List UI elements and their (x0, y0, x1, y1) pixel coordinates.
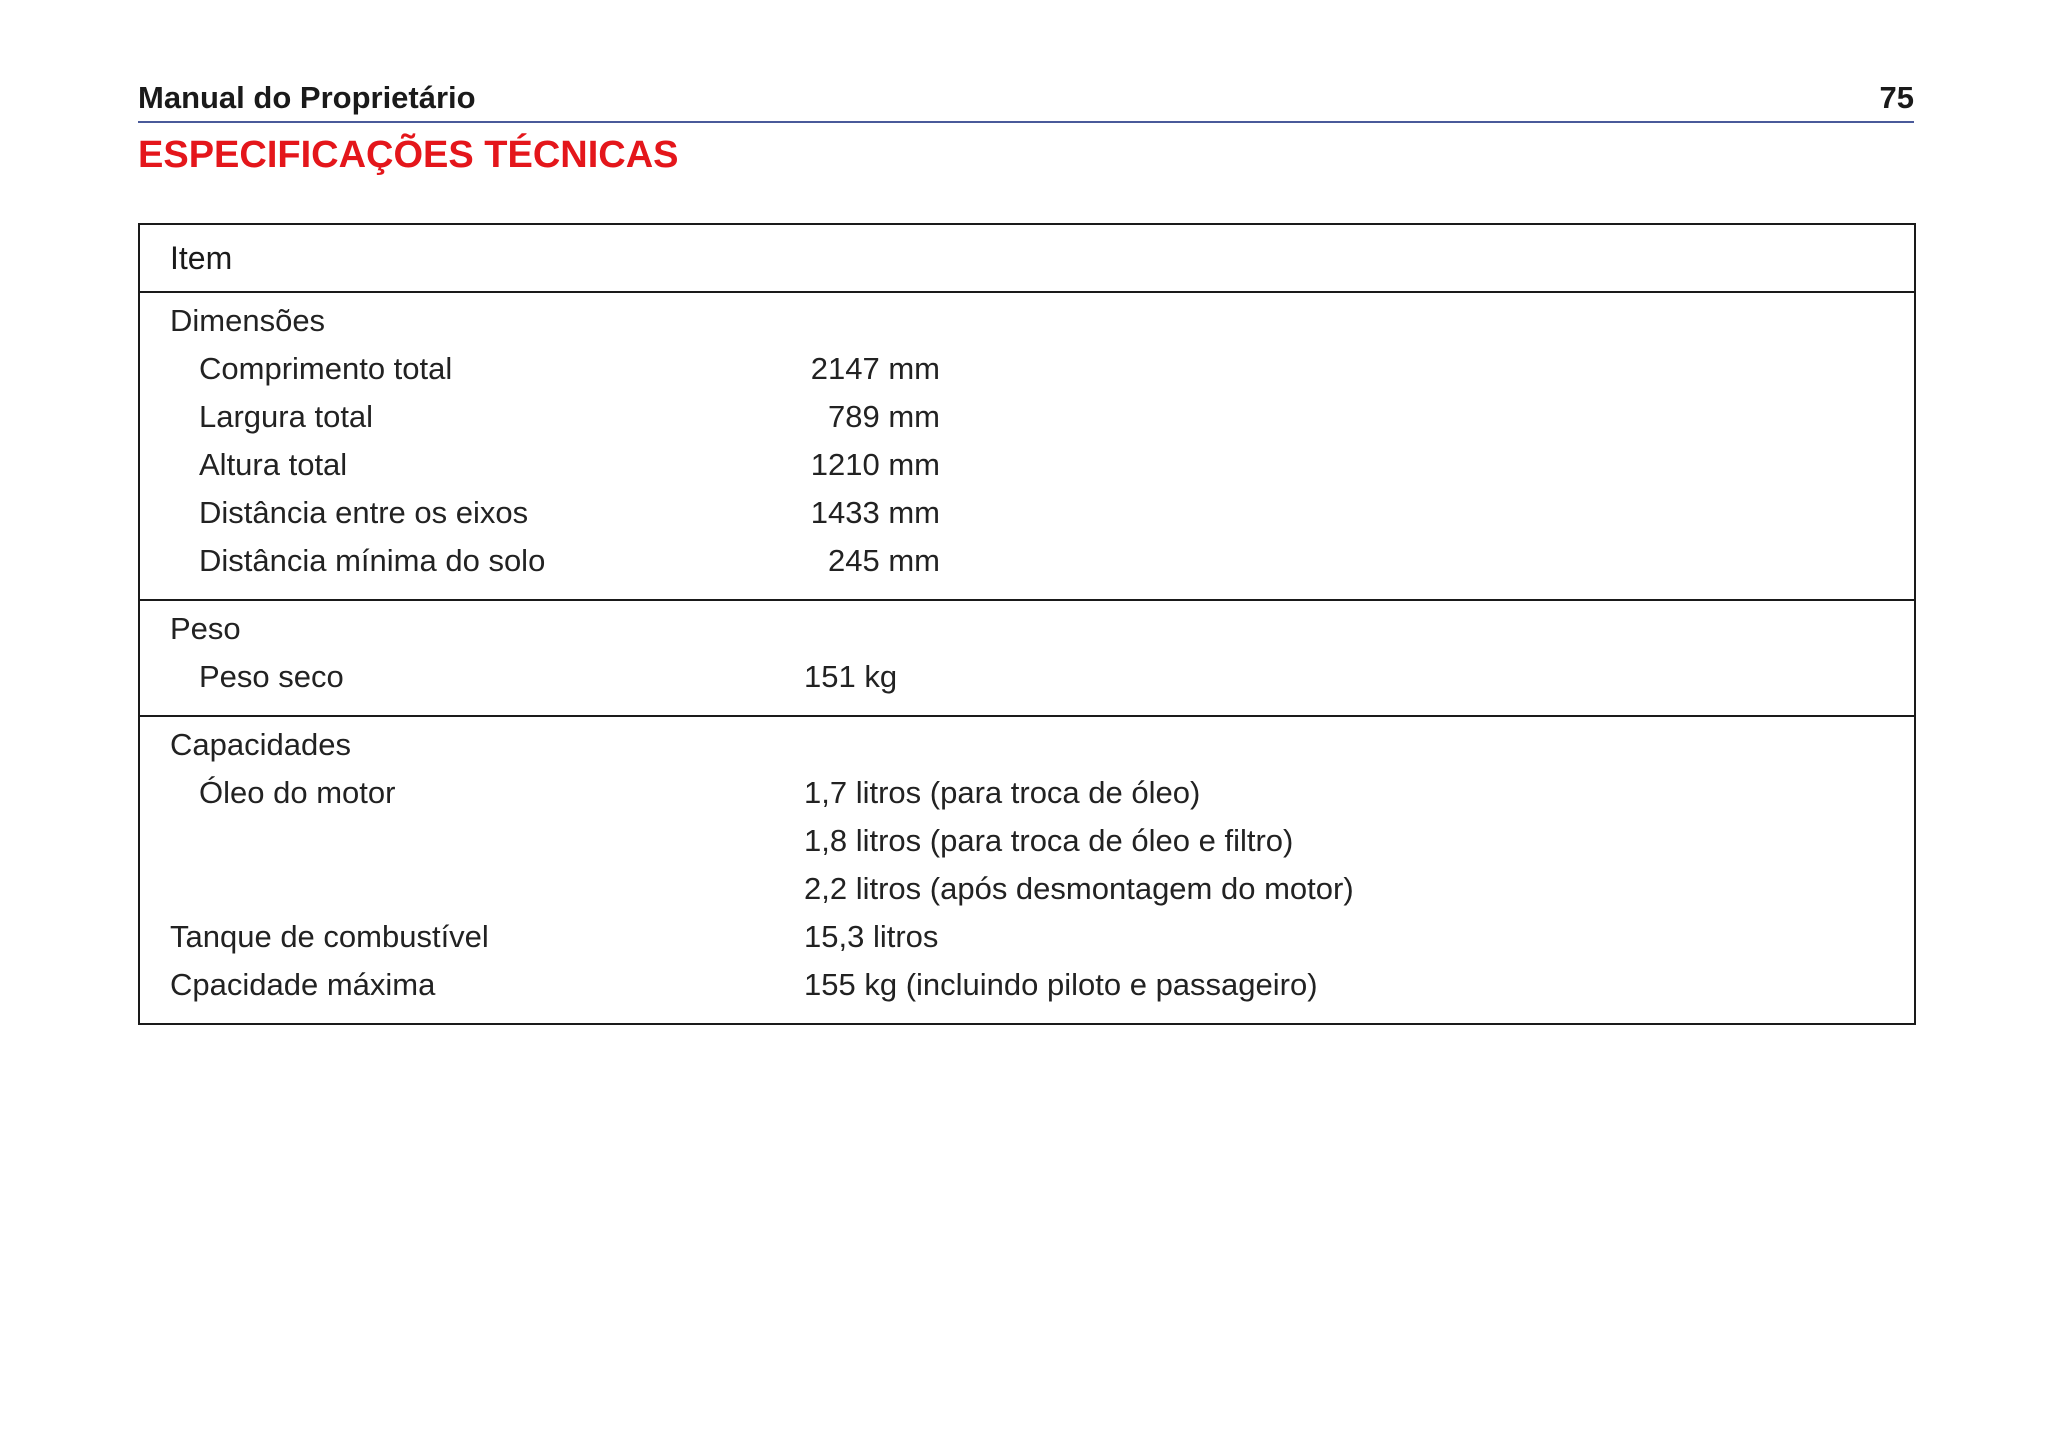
page-header (138, 80, 1914, 122)
group-dimensoes (140, 293, 1914, 599)
row-label: Comprimento total (199, 351, 453, 386)
header-rule (138, 121, 1914, 123)
row-value: 151 kg (804, 659, 898, 694)
row-value: 1210 mm (810, 447, 940, 482)
row-value: 1433 mm (810, 495, 940, 530)
row-value: 789 mm (828, 399, 940, 434)
group-heading-row (140, 727, 1914, 775)
row-label-tanque: Tanque de combustível (170, 919, 489, 954)
table-row (140, 543, 1914, 591)
group-heading-dimensoes: Dimensões (170, 303, 326, 338)
page-number: 75 (1879, 80, 1914, 115)
table-row (140, 775, 1914, 823)
group-heading-row (140, 611, 1914, 659)
row-label: Altura total (199, 447, 348, 482)
group-heading-row (140, 303, 1914, 351)
row-label-capacidade: Cpacidade máxima (170, 967, 436, 1002)
table-row (140, 399, 1914, 447)
table-row (140, 967, 1914, 1015)
row-value: 1,8 litros (para troca de óleo e filtro) (804, 823, 1294, 858)
table-row (140, 447, 1914, 495)
table-row (140, 351, 1914, 399)
table-row (140, 823, 1914, 871)
table-header (140, 225, 1914, 293)
row-value: 2,2 litros (após desmontagem do motor) (804, 871, 1354, 906)
row-label: Distância mínima do solo (199, 543, 546, 578)
table-row (140, 919, 1914, 967)
table-row (140, 871, 1914, 919)
specifications-table (138, 223, 1916, 1025)
group-heading-peso: Peso (170, 611, 241, 646)
group-heading-capacidades: Capacidades (170, 727, 351, 762)
table-row (140, 495, 1914, 543)
row-value: 2147 mm (810, 351, 940, 386)
row-value: 155 kg (incluindo piloto e passageiro) (804, 967, 1318, 1002)
row-value: 1,7 litros (para troca de óleo) (804, 775, 1201, 810)
manual-title: Manual do Proprietário (138, 80, 476, 115)
row-label-oleo: Óleo do motor (199, 775, 396, 810)
row-label: Peso seco (199, 659, 344, 694)
row-value: 245 mm (828, 543, 940, 578)
column-header-item: Item (170, 240, 233, 276)
row-label: Largura total (199, 399, 374, 434)
row-label: Distância entre os eixos (199, 495, 529, 530)
table-row (140, 659, 1914, 707)
group-peso (140, 599, 1914, 715)
row-value: 15,3 litros (804, 919, 939, 954)
section-title: ESPECIFICAÇÕES TÉCNICAS (138, 134, 679, 176)
group-capacidades (140, 715, 1914, 1023)
